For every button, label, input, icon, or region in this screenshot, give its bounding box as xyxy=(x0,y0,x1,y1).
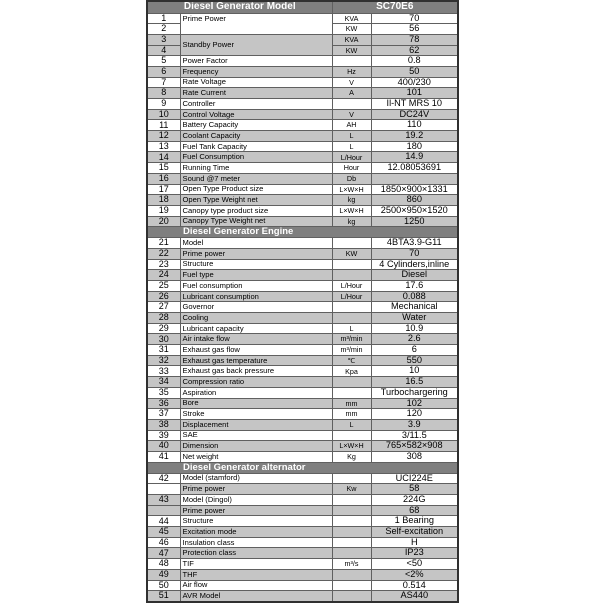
value-cell: Water xyxy=(371,313,458,324)
spec-label-cell: Air intake flow xyxy=(180,334,332,345)
table-row xyxy=(147,323,458,334)
value-cell: 50 xyxy=(371,66,458,77)
row-number-cell: 45 xyxy=(147,527,180,538)
unit-cell: Kg xyxy=(332,451,371,462)
row-number-cell: 42 xyxy=(147,473,180,484)
value-cell: 10 xyxy=(371,366,458,377)
spec-label-cell: Stroke xyxy=(180,409,332,420)
unit-cell xyxy=(332,99,371,110)
value-cell: UCI224E xyxy=(371,473,458,484)
unit-cell xyxy=(332,516,371,527)
spec-label-cell: Control Voltage xyxy=(180,109,332,120)
table-row xyxy=(147,451,458,462)
spec-label-cell: Protection class xyxy=(180,548,332,559)
table-row xyxy=(147,591,458,602)
table-row xyxy=(147,131,458,142)
spec-label-cell: Aspiration xyxy=(180,387,332,398)
unit-cell: Kw xyxy=(332,484,371,495)
spec-sheet xyxy=(146,0,457,600)
value-cell: Mechanical xyxy=(371,302,458,313)
unit-cell: V xyxy=(332,77,371,88)
row-number-cell: 3 xyxy=(147,34,180,45)
row-number-cell: 12 xyxy=(147,131,180,142)
table-row xyxy=(147,152,458,163)
value-cell: 1 Bearing xyxy=(371,516,458,527)
table-row xyxy=(147,56,458,67)
value-cell: 765×582×908 xyxy=(371,441,458,452)
spec-label-cell: Governor xyxy=(180,302,332,313)
row-number-cell: 15 xyxy=(147,163,180,174)
row-number-cell: 10 xyxy=(147,109,180,120)
table-row xyxy=(147,355,458,366)
spec-label-cell: Model (Dingol) xyxy=(180,495,332,506)
table-row xyxy=(147,34,458,45)
unit-cell xyxy=(332,56,371,67)
table-row xyxy=(147,195,458,206)
unit-cell: L/Hour xyxy=(332,291,371,302)
spec-label-cell: Exhaust gas back pressure xyxy=(180,366,332,377)
value-cell: 10.9 xyxy=(371,323,458,334)
row-number-cell: 34 xyxy=(147,377,180,388)
row-number-cell: 19 xyxy=(147,205,180,216)
unit-cell: kg xyxy=(332,195,371,206)
value-cell: 101 xyxy=(371,88,458,99)
spec-table xyxy=(146,0,459,603)
table-row xyxy=(147,527,458,538)
row-number-cell: 20 xyxy=(147,216,180,227)
spec-label-cell: Excitation mode xyxy=(180,527,332,538)
table-row xyxy=(147,238,458,249)
unit-cell: L×W×H xyxy=(332,441,371,452)
table-row xyxy=(147,120,458,131)
spec-label-cell: Rate Current xyxy=(180,88,332,99)
row-number-cell: 33 xyxy=(147,366,180,377)
table-row xyxy=(147,141,458,152)
spec-label-cell: Structure xyxy=(180,516,332,527)
row-number-cell: 18 xyxy=(147,195,180,206)
value-cell: <2% xyxy=(371,569,458,580)
unit-cell: KW xyxy=(332,45,371,56)
value-cell: 19.2 xyxy=(371,131,458,142)
spec-label-cell: Frequency xyxy=(180,66,332,77)
row-number-cell: 47 xyxy=(147,548,180,559)
unit-cell: m³/min xyxy=(332,334,371,345)
unit-cell: Kpa xyxy=(332,366,371,377)
spec-label-cell: Structure xyxy=(180,259,332,270)
spec-label-cell: Canopy type product size xyxy=(180,205,332,216)
value-cell: Diesel xyxy=(371,270,458,281)
unit-cell xyxy=(332,548,371,559)
row-number-cell: 29 xyxy=(147,323,180,334)
value-cell: 2500×950×1520 xyxy=(371,205,458,216)
spec-label-cell: Lubricant consumption xyxy=(180,291,332,302)
value-cell: 14.9 xyxy=(371,152,458,163)
table-row xyxy=(147,280,458,291)
spec-label-cell: Sound @7 meter xyxy=(180,173,332,184)
row-number-cell: 24 xyxy=(147,270,180,281)
unit-cell xyxy=(332,495,371,506)
table-row xyxy=(147,173,458,184)
table-row xyxy=(147,66,458,77)
row-number-cell: 46 xyxy=(147,537,180,548)
table-row xyxy=(147,537,458,548)
table-row xyxy=(147,516,458,527)
spec-label-cell: Cooling xyxy=(180,313,332,324)
unit-cell xyxy=(332,377,371,388)
table-row xyxy=(147,270,458,281)
row-number-cell: 51 xyxy=(147,591,180,602)
spec-label-cell: Controller xyxy=(180,99,332,110)
row-number-cell: 28 xyxy=(147,313,180,324)
spec-label-cell: Exhaust gas flow xyxy=(180,345,332,356)
row-number-cell: 21 xyxy=(147,238,180,249)
row-number-cell: 43 xyxy=(147,495,180,506)
spec-label-cell: Fuel Tank Capacity xyxy=(180,141,332,152)
unit-cell: L/Hour xyxy=(332,280,371,291)
unit-cell: KW xyxy=(332,248,371,259)
table-row xyxy=(147,366,458,377)
unit-cell xyxy=(332,569,371,580)
table-row xyxy=(147,205,458,216)
value-cell: <50 xyxy=(371,559,458,570)
value-cell: H xyxy=(371,537,458,548)
model-header-cell: Diesel Generator Model xyxy=(147,1,332,13)
row-number-cell: 25 xyxy=(147,280,180,291)
section-header-row xyxy=(147,227,458,238)
table-row xyxy=(147,216,458,227)
table-row xyxy=(147,473,458,484)
spec-label-cell: Running Time xyxy=(180,163,332,174)
value-cell: 68 xyxy=(371,505,458,516)
row-number-cell: 35 xyxy=(147,387,180,398)
unit-cell xyxy=(332,591,371,602)
unit-cell: Hz xyxy=(332,66,371,77)
value-cell: 180 xyxy=(371,141,458,152)
value-cell: 4 Cylinders,inline xyxy=(371,259,458,270)
table-row xyxy=(147,313,458,324)
unit-cell: Hour xyxy=(332,163,371,174)
spec-label-cell: Rate Voltage xyxy=(180,77,332,88)
value-cell: 70 xyxy=(371,13,458,24)
table-row xyxy=(147,569,458,580)
row-number-cell: 40 xyxy=(147,441,180,452)
value-cell: 12.08053691 xyxy=(371,163,458,174)
row-number-cell: 17 xyxy=(147,184,180,195)
unit-cell: kg xyxy=(332,216,371,227)
table-row xyxy=(147,99,458,110)
table-row xyxy=(147,430,458,441)
value-cell: 550 xyxy=(371,355,458,366)
value-cell: Self-excitation xyxy=(371,527,458,538)
value-cell: AS440 xyxy=(371,591,458,602)
value-cell: 120 xyxy=(371,409,458,420)
value-cell: 16.5 xyxy=(371,377,458,388)
unit-cell: L×W×H xyxy=(332,184,371,195)
row-number-cell: 7 xyxy=(147,77,180,88)
model-code-header-cell: SC70E6 xyxy=(332,1,458,13)
unit-cell: A xyxy=(332,88,371,99)
value-cell: 400/230 xyxy=(371,77,458,88)
value-cell: 110 xyxy=(371,120,458,131)
value-cell: 70 xyxy=(371,248,458,259)
table-row xyxy=(147,13,458,24)
row-number-cell: 1 xyxy=(147,13,180,24)
unit-cell: mm xyxy=(332,398,371,409)
row-number-cell: 31 xyxy=(147,345,180,356)
row-number-cell: 23 xyxy=(147,259,180,270)
value-cell: DC24V xyxy=(371,109,458,120)
row-number-cell: 9 xyxy=(147,99,180,110)
value-cell: 17.6 xyxy=(371,280,458,291)
spec-label-cell: Prime power xyxy=(180,248,332,259)
row-number-cell: 13 xyxy=(147,141,180,152)
table-row xyxy=(147,345,458,356)
row-number-cell: 4 xyxy=(147,45,180,56)
value-cell: 2.6 xyxy=(371,334,458,345)
table-header-row xyxy=(147,1,458,13)
unit-cell xyxy=(332,527,371,538)
spec-label-cell: Coolant Capacity xyxy=(180,131,332,142)
row-number-cell: 27 xyxy=(147,302,180,313)
table-row xyxy=(147,559,458,570)
spec-label-cell: Dimension xyxy=(180,441,332,452)
table-row xyxy=(147,184,458,195)
spec-label-cell: Battery Capacity xyxy=(180,120,332,131)
unit-cell xyxy=(332,430,371,441)
table-row xyxy=(147,377,458,388)
row-number-cell: 39 xyxy=(147,430,180,441)
value-cell: 860 xyxy=(371,195,458,206)
table-row xyxy=(147,302,458,313)
spec-label-cell: Fuel Consumption xyxy=(180,152,332,163)
spec-label-cell: Prime power xyxy=(180,484,332,495)
row-number-cell: 8 xyxy=(147,88,180,99)
table-row xyxy=(147,580,458,591)
unit-cell xyxy=(332,259,371,270)
value-cell: 78 xyxy=(371,34,458,45)
spec-label-cell: THF xyxy=(180,569,332,580)
unit-cell xyxy=(332,238,371,249)
table-row xyxy=(147,419,458,430)
section-header-row xyxy=(147,462,458,473)
unit-cell: L xyxy=(332,141,371,152)
spec-label-cell: Open Type Product size xyxy=(180,184,332,195)
row-number-cell: 26 xyxy=(147,291,180,302)
value-cell: 3/11.5 xyxy=(371,430,458,441)
spec-label-cell: Model xyxy=(180,238,332,249)
unit-cell xyxy=(332,302,371,313)
row-number-cell: 16 xyxy=(147,173,180,184)
spec-label-cell: Insulation class xyxy=(180,537,332,548)
unit-cell: L xyxy=(332,419,371,430)
table-row xyxy=(147,259,458,270)
spec-label-cell: Net weight xyxy=(180,451,332,462)
value-cell: 0.514 xyxy=(371,580,458,591)
unit-cell: KVA xyxy=(332,34,371,45)
table-row xyxy=(147,163,458,174)
spec-label-cell: Lubricant capacity xyxy=(180,323,332,334)
spec-label-cell: Canopy Type Weight net xyxy=(180,216,332,227)
row-number-cell: 49 xyxy=(147,569,180,580)
value-cell: 0.088 xyxy=(371,291,458,302)
spec-label-cell: Model (stamford) xyxy=(180,473,332,484)
value-cell: 58 xyxy=(371,484,458,495)
row-number-cell: 36 xyxy=(147,398,180,409)
table-row xyxy=(147,441,458,452)
unit-cell: KW xyxy=(332,24,371,35)
spec-label-cell: Prime Power xyxy=(180,13,332,34)
spec-label-cell: Standby Power xyxy=(180,34,332,55)
row-number-cell xyxy=(147,505,180,516)
row-number-cell: 11 xyxy=(147,120,180,131)
table-row xyxy=(147,88,458,99)
spec-label-cell: Fuel type xyxy=(180,270,332,281)
unit-cell: L xyxy=(332,131,371,142)
spec-label-cell: Air flow xyxy=(180,580,332,591)
spec-label-cell: Open Type Weight net xyxy=(180,195,332,206)
unit-cell xyxy=(332,505,371,516)
table-row xyxy=(147,248,458,259)
table-row xyxy=(147,495,458,506)
value-cell: Turbochargering xyxy=(371,387,458,398)
unit-cell xyxy=(332,537,371,548)
table-row xyxy=(147,387,458,398)
spec-label-cell: Displacement xyxy=(180,419,332,430)
unit-cell: KVA xyxy=(332,13,371,24)
row-number-cell: 50 xyxy=(147,580,180,591)
table-row xyxy=(147,334,458,345)
value-cell: 0.8 xyxy=(371,56,458,67)
value-cell: 6 xyxy=(371,345,458,356)
value-cell: 4BTA3.9-G11 xyxy=(371,238,458,249)
unit-cell: L/Hour xyxy=(332,152,371,163)
row-number-cell: 48 xyxy=(147,559,180,570)
unit-cell: mm xyxy=(332,409,371,420)
row-number-cell: 2 xyxy=(147,24,180,35)
unit-cell: m³/min xyxy=(332,345,371,356)
table-row xyxy=(147,109,458,120)
spec-label-cell: Exhaust gas temperature xyxy=(180,355,332,366)
unit-cell: AH xyxy=(332,120,371,131)
row-number-cell: 30 xyxy=(147,334,180,345)
spec-label-cell: TIF xyxy=(180,559,332,570)
section-title: Diesel Generator Engine xyxy=(147,227,458,238)
table-row xyxy=(147,484,458,495)
row-number-cell: 41 xyxy=(147,451,180,462)
row-number-cell: 32 xyxy=(147,355,180,366)
row-number-cell: 14 xyxy=(147,152,180,163)
value-cell: 224G xyxy=(371,495,458,506)
value-cell: 3.9 xyxy=(371,419,458,430)
unit-cell: V xyxy=(332,109,371,120)
unit-cell: L xyxy=(332,323,371,334)
unit-cell xyxy=(332,473,371,484)
spec-label-cell: Bore xyxy=(180,398,332,409)
row-number-cell: 37 xyxy=(147,409,180,420)
unit-cell xyxy=(332,313,371,324)
unit-cell: L×W×H xyxy=(332,205,371,216)
value-cell: 56 xyxy=(371,24,458,35)
value-cell: 62 xyxy=(371,45,458,56)
spec-table-body xyxy=(147,1,458,602)
row-number-cell: 5 xyxy=(147,56,180,67)
unit-cell xyxy=(332,580,371,591)
unit-cell xyxy=(332,387,371,398)
table-row xyxy=(147,505,458,516)
unit-cell: Db xyxy=(332,173,371,184)
row-number-cell: 22 xyxy=(147,248,180,259)
table-row xyxy=(147,548,458,559)
value-cell: 1250 xyxy=(371,216,458,227)
value-cell: 308 xyxy=(371,451,458,462)
spec-label-cell: Compression ratio xyxy=(180,377,332,388)
table-row xyxy=(147,398,458,409)
unit-cell xyxy=(332,270,371,281)
value-cell xyxy=(371,173,458,184)
spec-label-cell: AVR Model xyxy=(180,591,332,602)
section-title: Diesel Generator alternator xyxy=(147,462,458,473)
table-row xyxy=(147,77,458,88)
value-cell: 1850×900×1331 xyxy=(371,184,458,195)
row-number-cell: 6 xyxy=(147,66,180,77)
unit-cell: ℃ xyxy=(332,355,371,366)
spec-label-cell: Fuel consumption xyxy=(180,280,332,291)
value-cell: 102 xyxy=(371,398,458,409)
row-number-cell: 38 xyxy=(147,419,180,430)
spec-label-cell: SAE xyxy=(180,430,332,441)
row-number-cell xyxy=(147,484,180,495)
table-row xyxy=(147,409,458,420)
value-cell: Il-NT MRS 10 xyxy=(371,99,458,110)
unit-cell: m³/s xyxy=(332,559,371,570)
table-row xyxy=(147,291,458,302)
spec-label-cell: Power Factor xyxy=(180,56,332,67)
spec-label-cell: Prime power xyxy=(180,505,332,516)
row-number-cell: 44 xyxy=(147,516,180,527)
value-cell: IP23 xyxy=(371,548,458,559)
